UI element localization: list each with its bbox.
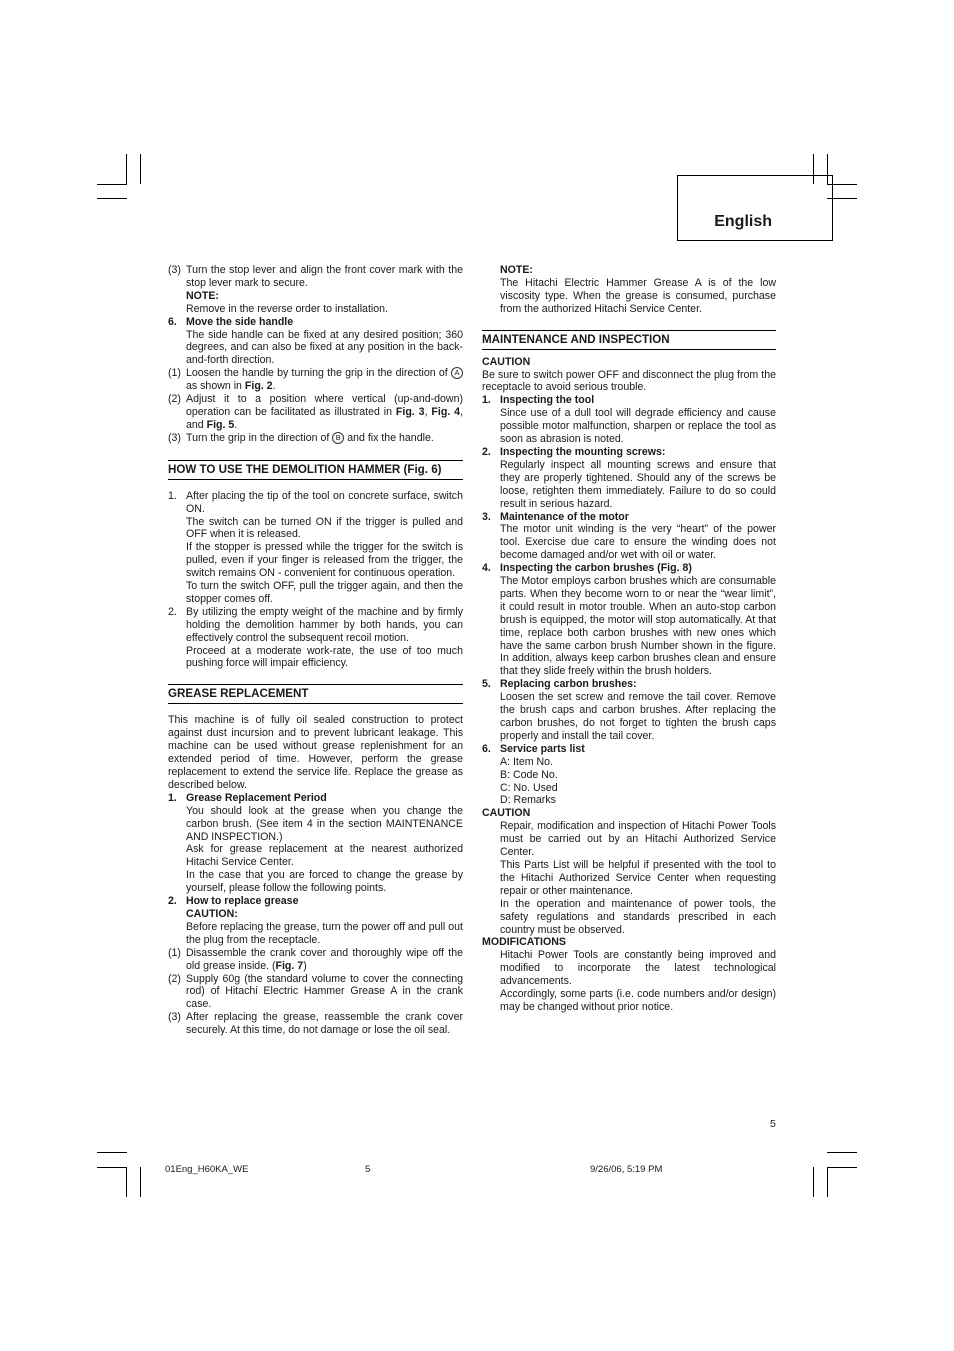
caution-block: Repair, modification and inspection of Hitachi Power Tools must be carried out by an Hitachi Authorized Service Center. This Parts List will be helpful if presented with the tool to the Hitachi Authorized Service Center when requesting repair or other maintenance. In the operation and maintenance of power tools, the safety regulations and standards prescribed in each country must be observed. <box>500 820 776 936</box>
crop-mark <box>97 184 127 185</box>
crop-mark <box>126 154 127 184</box>
right-column: NOTE: The Hitachi Electric Hammer Grease A is of the low viscosity type. When the grease is consumed, purchase from the authorized Hitachi Service Center. MAINTENANCE AND INSPECTION CAUTION Be sure to switch power OFF and disconnect the plug from the receptacle to avoid serious trouble. 1. Inspecting the tool Since use of a dull tool will degrade efficiency and cause possible motor malfunction, sharpen or replace the tool as soon as abrasion is noted. 2. Inspecting the mounting screws: Regularly inspect all mounting screws and ensure that they are properly tightened. Should any of the screws be loose, retighten them immediately. Failure to do so could result in serious hazard. 3. Maintenance of the motor The motor unit winding is the very “heart” of the power tool. Exercise due care to ensure the winding does not become damaged and/or wet with oil or water. 4. Inspecting the carbon brushes (Fig. 8) The Motor employs carbon brushes which are consumable parts. When they become worn to or near the “wear limit”, it could result in motor trouble. When an auto-stop carbon brush is equipped, the motor will stop automatically. At that time, replace both carbon brushes with new ones which have the same carbon brush Number shown in the figure. In addition, always keep carbon brushes clean and ensure that they slide freely within the brush holders. 5. Replacing carbon brushes: Loosen the set screw and remove the tail cover. Remove the brush caps and carbon brushes. After replacing the carbon brushes, do not forget to tighten the brush caps properly and install the tail cover. 6. Service parts list A: Item No. B: Code No. C: No. Used D: Remarks CAUTION Repair, modification and inspection of Hitachi Power Tools must be carried out by an Hitachi Authorized Service Center. This Parts List will be helpful if presented with the tool to the Hitachi Authorized Service Center when requesting repair or other maintenance. In the operation and maintenance of power tools, the safety regulations and standards prescribed in each country must be observed. MODIFICATIONS Hitachi Power Tools are constantly being improved and modified to incorporate the latest technological advancements. Accordingly, some parts (i.e. code numbers and/or design) may be changed without prior notice. <box>482 264 776 1013</box>
crop-mark <box>97 1152 127 1153</box>
circled-letter-a: A <box>451 367 463 379</box>
section-heading: GREASE REPLACEMENT <box>168 684 463 704</box>
footer-file: 01Eng_H60KA_WE <box>165 1164 249 1175</box>
list-item: (2) Adjust it to a position where vertical (up-and-down) operation can be facilitated as illustrated in Fig. 3, Fig. 4, and Fig. 5. <box>168 393 464 431</box>
crop-mark <box>827 1167 857 1168</box>
list-item: 6. Service parts list A: Item No. B: Code No. C: No. Used D: Remarks <box>482 742 585 807</box>
crop-mark <box>813 1167 814 1197</box>
modifications-block: Hitachi Power Tools are constantly being improved and modified to incorporate the latest technological advancements. Accordingly, some parts (i.e. code numbers and/or design) may be changed without prior notice. <box>500 949 776 1013</box>
list-item: 1. After placing the tip of the tool on concrete surface, switch ON. The switch can be turned ON if the trigger is pulled and OFF when it is released. If the stopper is pressed while the trigger for the switch is pulled, even if your finger is released from the trigger, the switch remains ON - convenient for continuous operation. To turn the switch OFF, pull the trigger again, and then the stopper comes off. <box>168 489 463 605</box>
crop-mark <box>140 154 141 184</box>
crop-mark <box>97 1167 127 1168</box>
section-heading: MAINTENANCE AND INSPECTION <box>482 330 776 350</box>
list-item: (3) Turn the stop lever and align the front cover mark with the stop lever mark to secure. NOTE: Remove in the reverse order to installation. <box>168 264 463 315</box>
note-block: NOTE: The Hitachi Electric Hammer Grease A is of the low viscosity type. When the grease is consumed, purchase from the authorized Hitachi Service Center. <box>500 264 776 315</box>
crop-mark <box>827 1167 828 1197</box>
language-label: English <box>714 213 772 230</box>
section-heading: HOW TO USE THE DEMOLITION HAMMER (Fig. 6) <box>168 460 463 480</box>
list-item: 2. By utilizing the empty weight of the machine and by firmly holding the demolition hammer by both hands, you can effectively control the subsequent recoil motion. Proceed at a moderate work-rate, the use of too much pushing force will impair efficiency. <box>168 605 463 670</box>
list-item: 2. How to replace grease CAUTION: Before replacing the grease, turn the power off and pull out the plug from the receptacle. <box>168 895 463 946</box>
list-item: 6. Move the side handle The side handle can be fixed at any desired position; 360 degrees, and can also be fixed at any position in the back-and-forth direction. <box>168 315 463 367</box>
list-item: (2) Supply 60g (the standard volume to cover the connecting rod) of Hitachi Electric Hammer Grease A in the crank case. <box>168 972 463 1011</box>
list-item: (1) Loosen the handle by turning the grip in the direction of A as shown in Fig. 2. <box>168 367 463 393</box>
list-item: 5. Replacing carbon brushes: Loosen the set screw and remove the tail cover. Remove the brush caps and carbon brushes. After replacing the carbon brushes, do not forget to tighten the brush caps properly and install the tail cover. <box>482 678 776 742</box>
crop-mark <box>97 198 127 199</box>
page-number: 5 <box>770 1118 776 1130</box>
list-item: 4. Inspecting the carbon brushes (Fig. 8) The Motor employs carbon brushes which are consumable parts. When they become worn to or near the “wear limit”, it could result in motor trouble. When an auto-stop carbon brush is equipped, the motor will stop automatically. At that time, replace both carbon brushes with new ones which have the same carbon brush Number shown in the figure. In addition, always keep carbon brushes clean and ensure that they slide freely within the brush holders. <box>482 562 776 678</box>
crop-mark <box>827 1152 857 1153</box>
crop-mark <box>140 1167 141 1197</box>
list-item: (3) After replacing the grease, reassemble the crank cover securely. At this time, do not damage or lose the oil seal. <box>168 1011 463 1037</box>
list-item: (3) Turn the grip in the direction of B and fix the handle. <box>168 431 434 444</box>
list-item: 2. Inspecting the mounting screws: Regularly inspect all mounting screws and ensure that they are properly tightened. Should any of the screws be loose, retighten them immediately. Failure to do so could result in serious hazard. <box>482 445 776 510</box>
list-item: 3. Maintenance of the motor The motor unit winding is the very “heart” of the power tool. Exercise due care to ensure the winding does not become damaged and/or wet with oil or water. <box>482 510 776 562</box>
footer-date: 9/26/06, 5:19 PM <box>590 1164 663 1175</box>
list-item: 1. Inspecting the tool Since use of a dull tool will degrade efficiency and cause possible motor malfunction, sharpen or replace the tool as soon as abrasion is noted. <box>482 394 776 446</box>
circled-letter-b: B <box>332 432 344 444</box>
language-tab <box>677 175 833 241</box>
footer-page: 5 <box>365 1164 371 1175</box>
list-item: 1. Grease Replacement Period You should look at the grease when you change the carbon brush. (See item 4 in the section MAINTENANCE AND INSPECTION.) Ask for grease replacement at the nearest authorized Hitachi Service Center. In the case that you are forced to change the grease by yourself, please follow the following points. <box>168 791 463 895</box>
list-item: (1) Disassemble the crank cover and thoroughly wipe off the old grease inside. (Fig. 7) <box>168 946 463 972</box>
left-column: (3) Turn the stop lever and align the front cover mark with the stop lever mark to secure. NOTE: Remove in the reverse order to installation. 6. Move the side handle The side handle can be fixed at any desired position; 360 degrees, and can also be fixed at any position in the back-and-forth direction. (1) Loosen the handle by turning the grip in the direction of A as shown in Fig. 2. (2) Adjust it to a position where vertical (up-and-down) operation can be facilitated as illustrated in Fig. 3, Fig. 4, and Fig. 5. (3) Turn the grip in the direction of B and fix the handle. HOW TO USE THE DEMOLITION HAMMER (Fig. 6) 1. After placing the tip of the tool on concrete surface, switch ON. The switch can be turned ON if the trigger is pulled and OFF when it is released. If the stopper is pressed while the trigger for the switch is pulled, even if your finger is released from the trigger, the switch remains ON - convenient for continuous operation. To turn the switch OFF, pull the trigger again, and then the stopper comes off. 2. By utilizing the empty weight of the machine and by firmly holding the demolition hammer by both hands, you can effectively control the subsequent recoil motion. Proceed at a moderate work-rate, the use of too much pushing force will impair efficiency. GREASE REPLACEMENT This machine is of fully oil sealed construction to protect against dust incursion and to prevent lubricant leakage. This machine can be used without grease replenishment for an extended period of time. However, perform the grease replacement to extend the service life. Replace the grease as described below. 1. Grease Replacement Period You should look at the grease when you change the carbon brush. (See item 4 in the section MAINTENANCE AND INSPECTION.) Ask for grease replacement at the nearest authorized Hitachi Service Center. In the case that you are forced to change the grease by yourself, please follow the following points. 2. How to replace grease CAUTION: Before replacing the grease, turn the power off and pull out the plug from the receptacle. (1) Disassemble the crank cover and thoroughly wipe off the old grease inside. (Fig. 7) (2) Supply 60g (the standard volume to cover the connecting rod) of Hitachi Electric Hammer Grease A in the crank case. (3) After replacing the grease, reassemble the crank cover securely. At this time, do not damage or lose the oil seal. <box>168 264 464 1037</box>
crop-mark <box>126 1167 127 1197</box>
